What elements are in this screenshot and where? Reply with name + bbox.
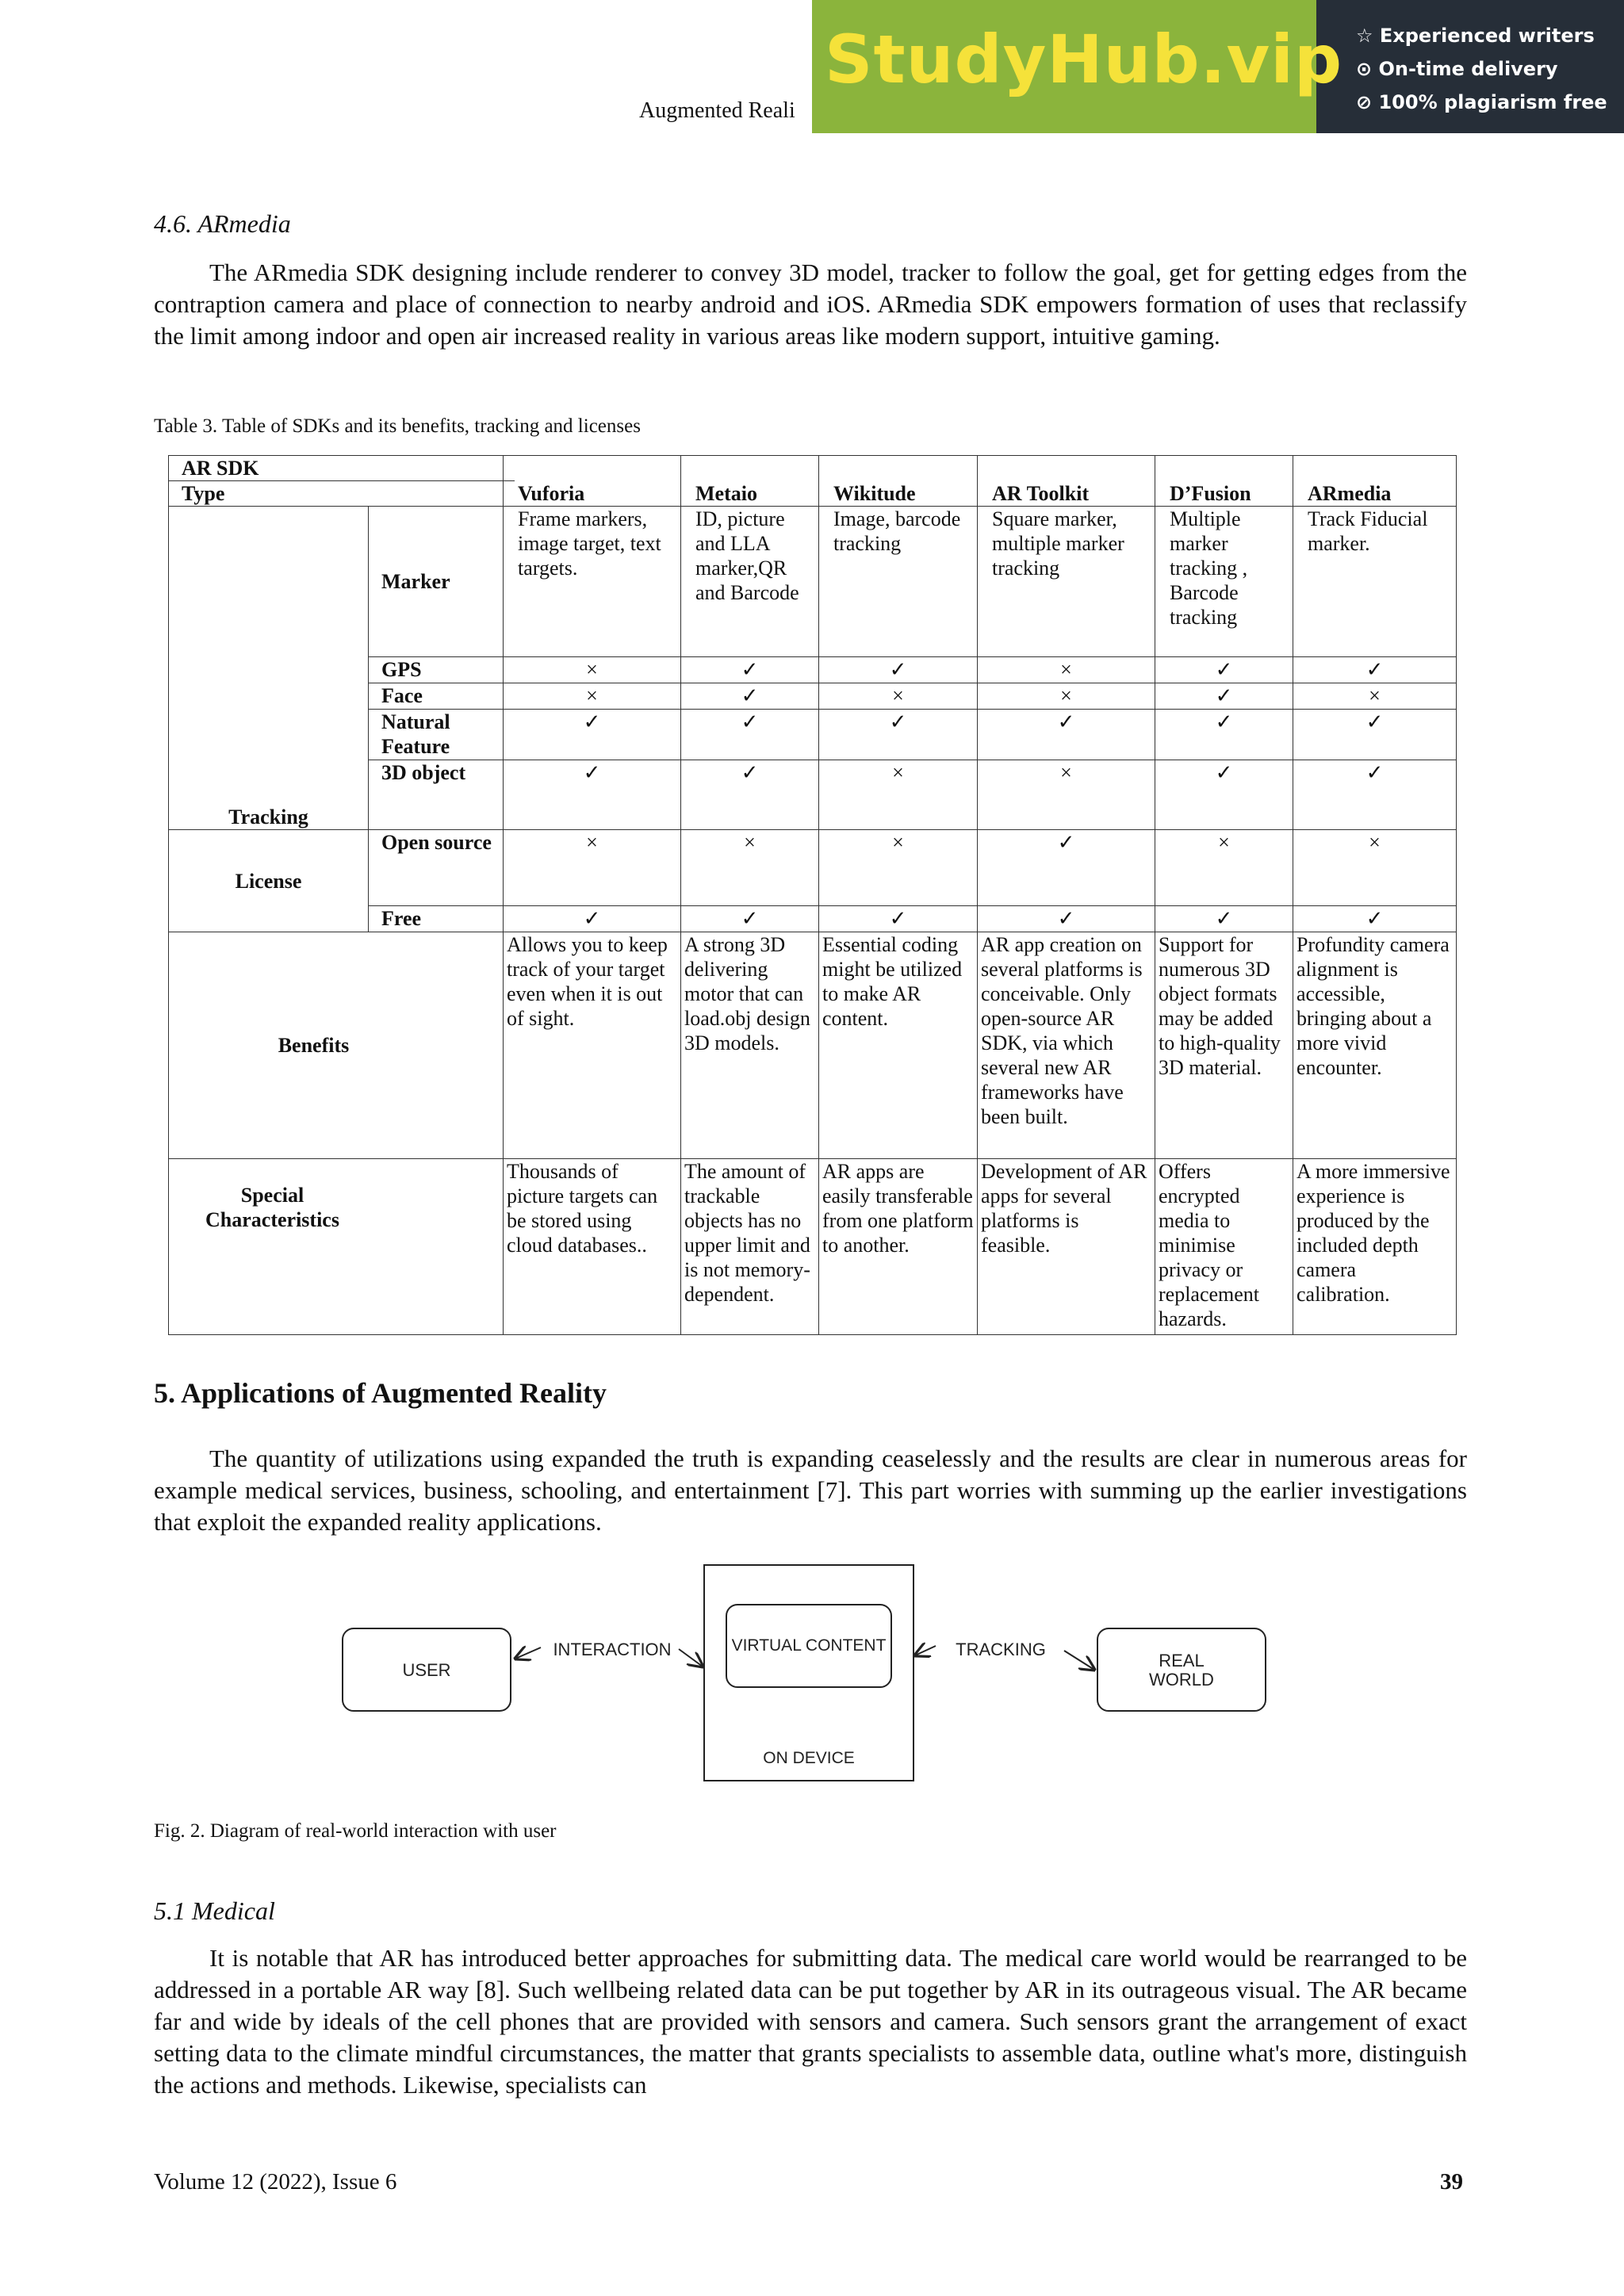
mark-cell: ✓	[819, 657, 978, 683]
running-header: Augmented Reali	[639, 98, 795, 123]
mark-cell: ✓	[1293, 710, 1457, 760]
open-source-row	[169, 830, 1457, 906]
row-label-face: Face	[369, 683, 504, 710]
header-type: Type	[182, 482, 225, 505]
mark-cell: ✓	[1155, 710, 1293, 760]
mark-cell: ×	[504, 683, 681, 710]
table-caption: Table 3. Table of SDKs and its benefits, tracking and licenses	[154, 415, 641, 437]
marker-cell: Square marker, multiple marker tracking	[978, 507, 1155, 657]
interaction-arrow-left	[515, 1647, 541, 1659]
col-header: D’Fusion	[1155, 456, 1293, 507]
banner-feature: ⊙ On-time delivery	[1356, 58, 1558, 80]
mark-cell: ✓	[1293, 906, 1457, 932]
mark-cell: ✓	[504, 760, 681, 830]
mark-cell: ×	[819, 683, 978, 710]
col-header: ARmedia	[1293, 456, 1457, 507]
mark-cell: ✓	[1155, 683, 1293, 710]
benefit-cell: Essential coding might be utilized to make AR content.	[819, 932, 978, 1159]
col-header: Vuforia	[504, 456, 681, 507]
marker-cell: Multiple marker tracking , Barcode tracking	[1155, 507, 1293, 657]
header-type-cell	[169, 456, 504, 507]
mark-cell: ×	[978, 760, 1155, 830]
mark-cell: ×	[819, 830, 978, 906]
banner-feature-list	[1356, 19, 1607, 119]
license-group-label: License	[169, 830, 369, 932]
figure-caption: Fig. 2. Diagram of real-world interaction with user	[154, 1820, 557, 1842]
section-4-6-heading: 4.6. ARmedia	[154, 209, 291, 238]
mark-cell: ✓	[681, 683, 819, 710]
marker-cell: Image, barcode tracking	[819, 507, 978, 657]
mark-cell: ✓	[978, 830, 1155, 906]
marker-cell: ID, picture and LLA marker,QR and Barcode	[681, 507, 819, 657]
table-header-row	[169, 456, 1457, 507]
mark-cell: ✓	[1293, 760, 1457, 830]
col-header: AR Toolkit	[978, 456, 1155, 507]
mark-cell: ×	[504, 657, 681, 683]
real-world-label-line2: WORLD	[1149, 1670, 1214, 1689]
marker-cell: Frame markers, image target, text targets.	[504, 507, 681, 657]
benefits-row	[169, 932, 1457, 1159]
mark-cell: ✓	[1155, 906, 1293, 932]
special-cell: AR apps are easily transferable from one platform to another.	[819, 1159, 978, 1335]
studyhub-banner[interactable]	[812, 0, 1624, 133]
footer-volume: Volume 12 (2022), Issue 6	[154, 2169, 397, 2195]
section-5-1-heading: 5.1 Medical	[154, 1896, 275, 1925]
banner-logo-text: StudyHub.vip	[825, 21, 1343, 98]
mark-cell: ✓	[978, 710, 1155, 760]
mark-cell: ✓	[819, 906, 978, 932]
mark-cell: ×	[504, 830, 681, 906]
mark-cell: ✓	[978, 906, 1155, 932]
mark-cell: ✓	[1155, 657, 1293, 683]
mark-cell: ✓	[681, 710, 819, 760]
ar-interaction-diagram	[333, 1562, 1285, 1784]
mark-cell: ×	[819, 760, 978, 830]
header-ar-sdk: AR SDK	[169, 456, 515, 481]
mark-cell: ×	[681, 830, 819, 906]
banner-logo[interactable]	[812, 0, 1343, 133]
col-header: Wikitude	[819, 456, 978, 507]
special-characteristics-row	[169, 1159, 1457, 1335]
row-label-gps: GPS	[369, 657, 504, 683]
interaction-label: INTERACTION	[553, 1640, 672, 1659]
mark-cell: ✓	[504, 710, 681, 760]
section-4-6-paragraph: The ARmedia SDK designing include renderer to convey 3D model, tracker to follow the goal, get for getting edges from the contraption camera and place of connection to nearby android and iOS. ARmedia SDK empowers formation of uses that reclassify the limit among indoor and open air increased reality in various areas like modern support, intuitive gaming.	[154, 258, 1467, 350]
row-label-open-source: Open source	[369, 830, 504, 906]
page-number: 39	[1440, 2169, 1463, 2195]
tracking-arrow-right	[1064, 1651, 1094, 1670]
mark-cell: ✓	[681, 760, 819, 830]
special-cell: A more immersive experience is produced by the included depth camera calibration.	[1293, 1159, 1457, 1335]
section-5-paragraph: The quantity of utilizations using expanded the truth is expanding ceaselessly and the results are clear in numerous areas for example medical services, business, schooling, and entertainment [7]. This part worries with summing up the earlier investigations that exploit the expanded reality applications.	[154, 1445, 1467, 1536]
virtual-content-label: VIRTUAL CONTENT	[731, 1636, 887, 1655]
on-device-label: ON DEVICE	[763, 1749, 855, 1767]
special-cell: The amount of trackable objects has no upper limit and is not memory-dependent.	[681, 1159, 819, 1335]
sdk-comparison-table	[168, 455, 1457, 1335]
marker-cell: Track Fiducial marker.	[1293, 507, 1457, 657]
col-header: Metaio	[681, 456, 819, 507]
mark-cell: ✓	[1293, 657, 1457, 683]
section-5-heading: 5. Applications of Augmented Reality	[154, 1377, 607, 1409]
marker-row	[169, 507, 1457, 657]
row-label-natural-feature: Natural Feature	[369, 710, 504, 760]
special-group-label	[169, 1159, 504, 1335]
mark-cell: ×	[978, 683, 1155, 710]
section-5-1-paragraph: It is notable that AR has introduced better approaches for submitting data. The medical care world would be rearranged to be addressed in a portable AR way [8]. Such wellbeing related data can be put together by AR in its outrageous visual. The AR became far and wide by ideals of the cell phones that are provided with sensors and camera. Such sensors grant the arrangement of exact setting data to the climate mindful circumstances, the matter that grants specialists to assemble data, outline what's more, distinguish the actions and methods. Likewise, specialists can	[154, 1944, 1467, 2099]
user-label: USER	[402, 1660, 451, 1680]
special-group-label-text: Special Characteristics	[205, 1184, 339, 1231]
benefits-group-label: Benefits	[169, 932, 504, 1159]
tracking-label: TRACKING	[956, 1640, 1046, 1659]
mark-cell: ×	[978, 657, 1155, 683]
benefit-cell: Support for numerous 3D object formats may be added to high-quality 3D material.	[1155, 932, 1293, 1159]
banner-feature: ☆ Experienced writers	[1356, 25, 1595, 47]
mark-cell: ✓	[681, 906, 819, 932]
mark-cell: ✓	[681, 657, 819, 683]
tracking-group-label: Tracking	[169, 507, 369, 830]
special-cell: Development of AR apps for several platforms is feasible.	[978, 1159, 1155, 1335]
benefit-cell: Allows you to keep track of your target even when it is out of sight.	[504, 932, 681, 1159]
benefit-cell: AR app creation on several platforms is conceivable. Only open-source AR SDK, via which several new AR frameworks have been built.	[978, 932, 1155, 1159]
row-label-3d-object: 3D object	[369, 760, 504, 830]
interaction-arrow-right	[679, 1649, 703, 1667]
mark-cell: ✓	[1155, 760, 1293, 830]
real-world-label-line1: REAL	[1159, 1651, 1205, 1670]
benefit-cell: A strong 3D delivering motor that can load.obj design 3D models.	[681, 932, 819, 1159]
mark-cell: ×	[1155, 830, 1293, 906]
special-cell: Offers encrypted media to minimise privacy or replacement hazards.	[1155, 1159, 1293, 1335]
row-label-marker: Marker	[369, 507, 504, 657]
banner-feature: ⊘ 100% plagiarism free	[1356, 91, 1607, 113]
benefit-cell: Profundity camera alignment is accessible, bringing about a more vivid encounter.	[1293, 932, 1457, 1159]
mark-cell: ×	[1293, 830, 1457, 906]
mark-cell: ✓	[819, 710, 978, 760]
tracking-arrow-left	[915, 1646, 936, 1655]
special-cell: Thousands of picture targets can be stored using cloud databases..	[504, 1159, 681, 1335]
row-label-free: Free	[369, 906, 504, 932]
mark-cell: ✓	[504, 906, 681, 932]
mark-cell: ×	[1293, 683, 1457, 710]
